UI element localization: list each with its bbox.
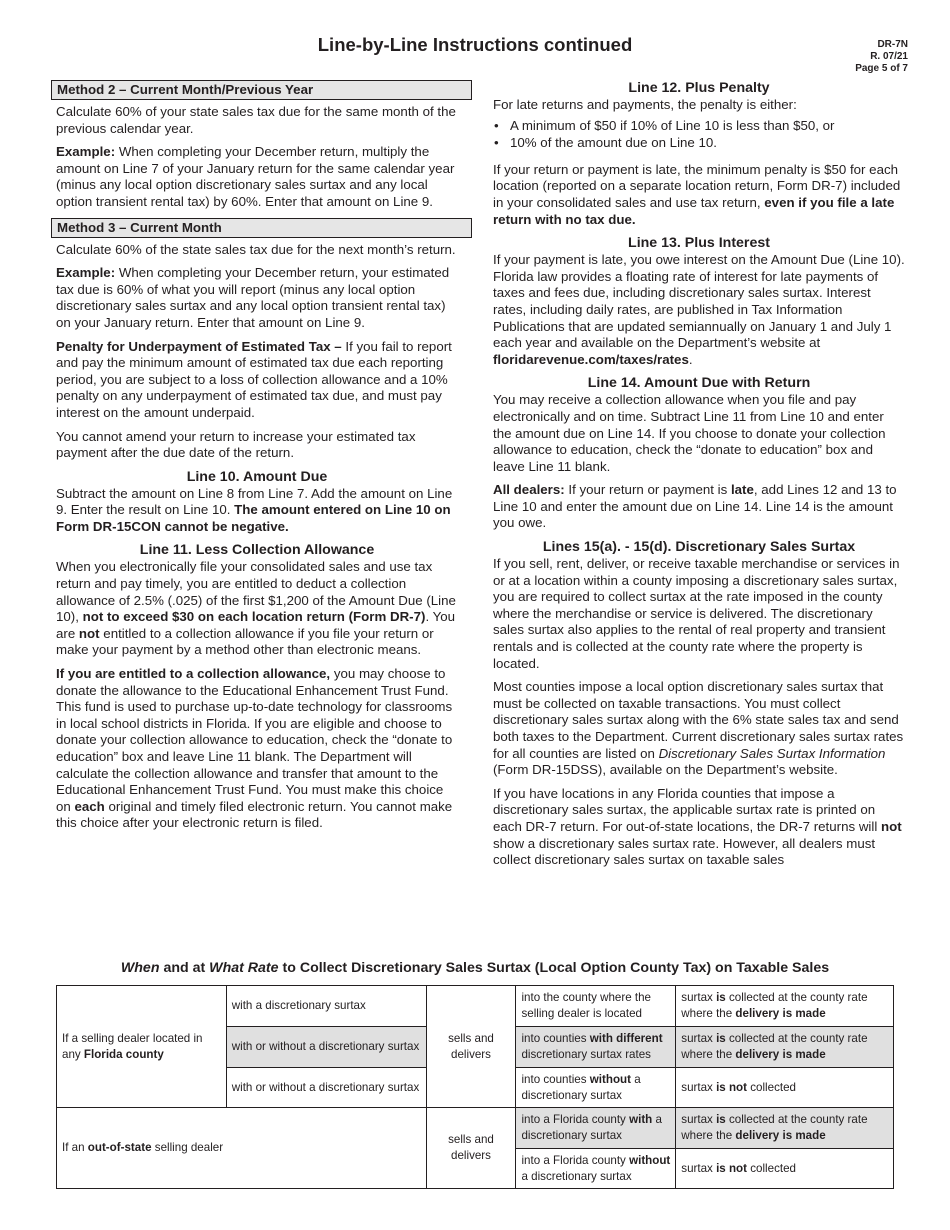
bold-text: without — [589, 1072, 631, 1086]
bold-text: with different — [589, 1032, 663, 1045]
result-cell — [676, 1027, 894, 1068]
text: surtax — [681, 1161, 717, 1175]
method2-heading: Method 2 – Current Month/Previous Year — [51, 80, 472, 100]
penalty-label: Penalty for Underpayment of Estimated Tax – — [56, 338, 342, 354]
bold-text: not — [880, 818, 902, 834]
text: collected — [747, 1080, 796, 1094]
bold-text: with — [629, 1113, 653, 1126]
underpayment-penalty-paragraph — [56, 339, 458, 422]
out-of-state-dealer-cell — [57, 1108, 427, 1189]
text: If your return or payment is late, the minimum penalty is $50 for each location (reported on a separate location return, Form DR-7) included in your consolidated sales and use tax return, — [493, 161, 901, 210]
form-number: DR-7N — [877, 39, 908, 50]
text: (Form DR-15DSS), available on the Department’s website. — [493, 762, 838, 778]
sells-delivers-cell: sells and delivers — [426, 1108, 516, 1189]
surtax-table — [56, 985, 894, 1189]
destination-cell — [516, 1108, 676, 1149]
list-item: • 10% of the amount due on Line 10. — [493, 135, 905, 152]
amend-paragraph: You cannot amend your return to increase your estimated tax payment after the due date of the return. — [56, 428, 416, 461]
italic-text: Discretionary Sales Surtax Information — [658, 745, 886, 761]
bold-text: out-of-state — [87, 1141, 152, 1154]
method2-example — [56, 144, 458, 210]
line15-paragraph-1: If you sell, rent, deliver, or receive taxable merchandise or services in or at a location within a county imposing a discretionary sales surtax, you are required to collect surtax at the rate imposed in the county where the merchandise or service is delivered. The discretionary sales surtax also applies to the rental of real property and transient rentals and is collected at the county rate where the property is located. — [493, 556, 900, 671]
text: If your payment is late, you owe interest on the Amount Due (Line 10). Florida law provides a floating rate of interest for late payments of taxes and fees due, including discretionary sales surtax. Interest rates, including daily rates, are published in Tax Information Publications that are updated semiannually on January 1 and July 1 each year and available on the Department’s website at — [493, 252, 905, 351]
line11-paragraph-2 — [56, 666, 458, 832]
bold-text: is — [716, 991, 726, 1004]
table-title — [0, 960, 950, 976]
text: If you have locations in any Florida counties that impose a discretionary sales surtax, the applicable surtax rate is printed on each DR-7 return. For out-of-state locations, the DR-7 returns will — [493, 785, 881, 834]
line12-paragraph — [493, 162, 905, 228]
bold-text: All dealers: — [493, 482, 565, 498]
condition-cell: with a discretionary surtax — [226, 986, 426, 1027]
text: surtax — [681, 991, 717, 1004]
right-column — [493, 80, 905, 876]
bold-text: without — [629, 1153, 671, 1167]
line13-heading: Line 13. Plus Interest — [628, 235, 770, 252]
text: , add Lines 12 and 13 to Line 10 and enter the amount due on Line 14. Line 14 is the amount you owe. — [493, 482, 897, 531]
result-cell — [676, 1068, 894, 1108]
example-label: Example: — [56, 144, 116, 160]
line13-paragraph — [493, 252, 905, 368]
bold-text: Florida county — [83, 1047, 164, 1061]
bold-text: If you are entitled to a collection allowance, — [56, 666, 331, 682]
line10-bold: The amount entered on Line 10 on Form DR-15CON cannot be negative. — [56, 502, 451, 534]
line15-paragraph-2 — [493, 679, 905, 779]
result-cell — [676, 1108, 894, 1149]
text: a discretionary surtax — [521, 1169, 632, 1183]
line10-text: Subtract the amount on Line 8 from Line 7. Add the amount on Line 9. Enter the result on Line 10. — [56, 485, 453, 518]
example-label: Example: — [56, 265, 116, 281]
text: you may choose to donate the allowance to the Educational Enhancement Trust Fund. This fund is used to purchase up-to-date technology for classrooms in local school districts in Florida. If you are eligible and choose to donate your collection allowance to education, check the “donate to education” box and leave Line 11 blank. The Department will calculate the collection allowance and transfer that amount to the Educational Enhancement Trust Fund. You must make this choice on — [56, 666, 453, 814]
table-row — [57, 986, 894, 1027]
left-column — [56, 80, 458, 839]
text: discretionary surtax rates — [521, 1048, 651, 1061]
bold-text: is — [716, 1113, 726, 1126]
text: . — [688, 351, 693, 367]
line11-heading: Line 11. Less Collection Allowance — [139, 542, 375, 559]
text: surtax — [681, 1080, 717, 1094]
line10-paragraph — [56, 486, 458, 536]
text: collected at the county rate where the — [681, 1032, 868, 1061]
text: original and timely filed electronic return. You cannot make this choice after your electronic return is filed. — [56, 798, 453, 831]
text: . You are — [56, 609, 456, 641]
bold-text: each — [74, 798, 105, 814]
form-revision: R. 07/21 — [870, 51, 908, 62]
text: If your return or payment is — [564, 482, 731, 498]
page-number: Page 5 of 7 — [855, 63, 908, 74]
title-italic: When — [120, 960, 160, 976]
bold-text: is not — [716, 1161, 747, 1175]
sells-delivers-cell: sells and delivers — [426, 986, 516, 1108]
text: into a Florida county — [521, 1113, 630, 1126]
text: If a selling dealer located in any — [62, 1031, 203, 1061]
destination-cell — [516, 1149, 676, 1189]
text: into counties — [521, 1032, 590, 1045]
text: collected — [747, 1161, 796, 1175]
example-text: When completing your December return, your estimated tax due is 60% of what you will report (minus any local option discretionary sales surtax and any local option transient rental tax) on your January return. Enter that amount on Line 9. — [56, 265, 450, 330]
result-cell — [676, 986, 894, 1027]
bold-text: not to exceed $30 on each location return (Form DR-7) — [82, 609, 426, 625]
method2-paragraph: Calculate 60% of your state sales tax due for the same month of the previous calendar year. — [56, 104, 456, 136]
form-identifier — [855, 39, 908, 75]
text: into counties — [521, 1072, 590, 1086]
text: collected at the county rate where the — [681, 1113, 868, 1142]
line15-heading: Lines 15(a). - 15(d). Discretionary Sales Surtax — [542, 539, 856, 556]
text: show a discretionary sales surtax rate. However, all dealers must collect discretionary sales surtax on taxable sales — [493, 835, 876, 868]
list-item: • A minimum of $50 if 10% of Line 10 is less than $50, or — [493, 118, 905, 135]
text: a discretionary surtax — [521, 1072, 641, 1102]
text: into a Florida county — [521, 1153, 630, 1167]
text: a discretionary surtax — [521, 1113, 662, 1142]
example-text: When completing your December return, multiply the amount on Line 7 of your January return for the same calendar year (minus any local option discretionary sales surtax and any local option transient rental tax) by 60%. Enter that amount on Line 9. — [56, 144, 455, 209]
line14-paragraph-1: You may receive a collection allowance when you file and pay electronically and on time. Subtract Line 11 from Line 10 and enter the amount due on Line 14. If you choose to donate your collection allowance to education, check the “donate to education” box and leave Line 11 blank. — [493, 392, 886, 474]
penalty-text: If you fail to report and pay the minimum amount of estimated tax due each reporting period, you are subject to a loss of collection allowance and a 10% penalty on any underpayment of estimated tax due, and must pay interest on the amount underpaid. — [56, 338, 452, 420]
bold-text: late — [730, 482, 754, 498]
title-text: and at — [159, 960, 210, 976]
bold-text: even if you file a late return with no tax due. — [493, 194, 895, 227]
bold-text: delivery is made — [735, 1007, 826, 1020]
method3-paragraph: Calculate 60% of the state sales tax due for the next month’s return. — [56, 241, 456, 257]
text: surtax — [681, 1032, 717, 1045]
text: collected at the county rate where the — [681, 991, 868, 1020]
line12-intro: For late returns and payments, the penalty is either: — [493, 97, 797, 112]
penalty-bullet-list — [493, 118, 905, 152]
page-title: Line-by-Line Instructions continued — [317, 34, 633, 55]
text: selling dealer — [151, 1141, 224, 1154]
result-cell — [676, 1149, 894, 1189]
line14-heading: Line 14. Amount Due with Return — [587, 375, 811, 392]
destination-cell — [516, 1068, 676, 1108]
text: entitled to a collection allowance if you file your return or make your payment by a method other than electronic means. — [56, 625, 434, 658]
line10-heading: Line 10. Amount Due — [186, 468, 328, 485]
text: surtax — [681, 1113, 717, 1126]
bold-text: not — [78, 625, 100, 641]
bold-text: delivery is made — [735, 1129, 826, 1142]
title-text: to Collect Discretionary Sales Surtax (Local Option County Tax) on Taxable Sales — [278, 960, 830, 976]
florida-dealer-cell — [57, 986, 227, 1108]
bold-text: is not — [716, 1080, 747, 1094]
condition-cell: with or without a discretionary surtax — [226, 1027, 426, 1068]
method3-example — [56, 265, 458, 331]
rates-link[interactable]: floridarevenue.com/taxes/rates — [493, 351, 689, 367]
title-italic: What Rate — [209, 960, 279, 976]
line14-paragraph-2 — [493, 482, 905, 532]
bold-text: is — [716, 1032, 726, 1045]
line12-heading: Line 12. Plus Penalty — [628, 80, 770, 96]
destination-cell: into the county where the selling dealer is located — [516, 986, 676, 1027]
line15-paragraph-3 — [493, 786, 905, 869]
line11-paragraph-1 — [56, 559, 458, 659]
text: Most counties impose a local option discretionary sales surtax that must be collected on taxable transactions. You must collect discretionary sales surtax along with the 6% state sales tax and send both taxes to the Department. Current discretionary sales surtax rates for all counties are listed on — [493, 679, 904, 761]
text: If an — [62, 1141, 88, 1154]
method3-heading: Method 3 – Current Month — [51, 218, 472, 238]
bold-text: delivery is made — [735, 1048, 826, 1061]
destination-cell — [516, 1027, 676, 1068]
condition-cell: with or without a discretionary surtax — [226, 1068, 426, 1108]
table-row — [57, 1108, 894, 1149]
text: When you electronically file your consolidated sales and use tax return and pay timely, you are entitled to deduct a collection allowance of 2.5% (.025) of the first $1,200 of the Amount Due (Line 10), — [56, 559, 456, 625]
